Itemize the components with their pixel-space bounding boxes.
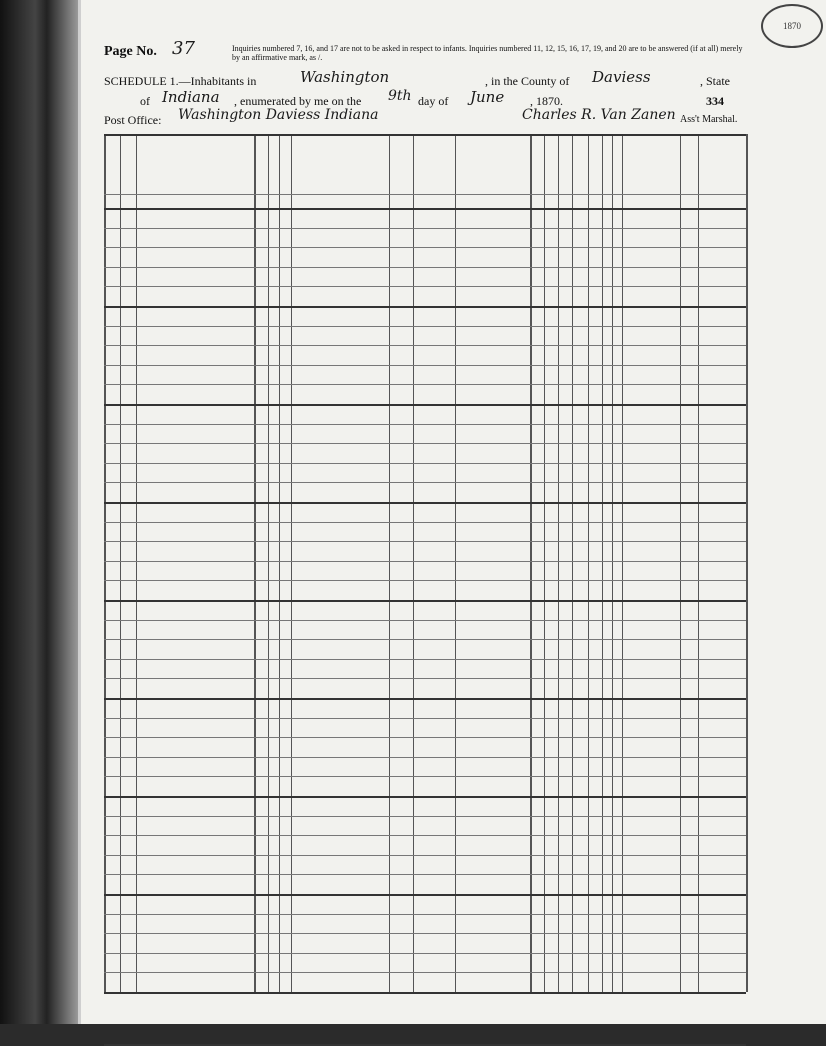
column-rule — [698, 134, 699, 992]
column-header — [622, 150, 680, 194]
column-rule — [268, 134, 269, 992]
group-header — [588, 137, 622, 149]
column-rule — [279, 134, 280, 992]
row-rule — [104, 972, 746, 973]
column-header — [572, 150, 588, 194]
row-rule — [104, 502, 746, 504]
row-rule — [104, 835, 746, 836]
column-header — [413, 150, 455, 194]
row-rule — [104, 894, 746, 896]
group-header — [254, 137, 291, 149]
marshal-label: Ass't Marshal. — [680, 114, 738, 125]
enumerated-label: , enumerated by me on the — [234, 94, 362, 108]
column-rule — [254, 134, 256, 992]
row-rule — [104, 326, 746, 327]
column-rule — [530, 134, 532, 992]
column-header — [612, 150, 622, 194]
row-rule — [104, 933, 746, 934]
column-header — [455, 150, 530, 194]
column-rule — [291, 134, 292, 992]
row-rule — [104, 718, 746, 719]
row-rule — [104, 914, 746, 915]
sheet-number: 334 — [706, 94, 724, 108]
row-rule — [104, 757, 746, 758]
enumeration-day: 9th — [388, 88, 412, 104]
state-name: Indiana — [162, 88, 220, 106]
census-table — [104, 134, 746, 930]
row-rule — [104, 992, 746, 994]
column-rule — [120, 134, 121, 992]
row-rule — [104, 384, 746, 385]
column-rule — [622, 134, 623, 992]
column-header — [680, 150, 698, 194]
column-rule — [455, 134, 456, 992]
column-header — [544, 150, 558, 194]
row-rule — [104, 404, 746, 406]
row-rule — [104, 678, 746, 679]
column-rule — [389, 134, 390, 992]
page-label: Page No. — [104, 44, 157, 59]
archive-stamp: 1870 — [761, 4, 823, 48]
column-rule — [602, 134, 603, 992]
row-rule — [104, 600, 746, 602]
row-rule — [104, 463, 746, 464]
row-rule — [104, 424, 746, 425]
header-bottom-rule — [104, 194, 746, 195]
inquiry-note: Inquiries numbered 7, 16, and 17 are not to be asked in respect to infants. Inquiries numbered 11, 12, 15, 16, 17, 19, and 20 are to be answered (if at all) merely by an affirmative mark, as /. — [232, 44, 743, 62]
column-rule — [572, 134, 573, 992]
row-rule — [104, 522, 746, 523]
marshal-signature: Charles R. Van Zanen — [522, 107, 676, 123]
county-label: , in the County of — [485, 74, 570, 88]
row-rule — [104, 561, 746, 562]
schedule-label: SCHEDULE 1.—Inhabitants in — [104, 74, 257, 88]
column-header — [602, 150, 612, 194]
of-label: of — [140, 94, 150, 108]
column-rule — [104, 134, 106, 992]
table-top-rule — [104, 134, 746, 136]
row-rule — [104, 639, 746, 640]
row-rule — [104, 286, 746, 287]
microfilm-edge — [0, 0, 78, 1024]
row-rule — [104, 816, 746, 817]
column-header — [268, 150, 279, 194]
group-header — [680, 137, 746, 149]
column-rule — [558, 134, 559, 992]
column-rule — [680, 134, 681, 992]
column-header — [104, 150, 120, 194]
row-rule — [104, 737, 746, 738]
column-rule — [746, 134, 748, 992]
column-header — [136, 150, 254, 194]
column-rule — [544, 134, 545, 992]
enumeration-year: , 1870. — [530, 94, 563, 108]
row-rule — [104, 953, 746, 954]
county-name: Daviess — [592, 68, 651, 86]
day-of-label: day of — [418, 94, 449, 108]
column-header — [389, 150, 413, 194]
group-header — [389, 137, 455, 149]
column-rule — [136, 134, 137, 992]
row-rule — [104, 345, 746, 346]
column-header — [698, 150, 746, 194]
enumeration-month: June — [470, 88, 505, 106]
column-header — [558, 150, 572, 194]
row-rule — [104, 306, 746, 308]
column-header — [530, 150, 544, 194]
row-rule — [104, 443, 746, 444]
row-rule — [104, 580, 746, 581]
row-rule — [104, 698, 746, 700]
row-rule — [104, 541, 746, 542]
row-rule — [104, 365, 746, 366]
post-office-label: Post Office: — [104, 113, 162, 127]
row-rule — [104, 228, 746, 229]
row-rule — [104, 874, 746, 875]
column-header — [254, 150, 268, 194]
column-header — [291, 150, 389, 194]
place-name: Washington — [300, 68, 390, 86]
column-header — [588, 150, 602, 194]
column-number-rule — [104, 208, 746, 210]
page-number: 37 — [172, 38, 195, 59]
row-rule — [104, 855, 746, 856]
post-office-name: Washington Daviess Indiana — [178, 107, 379, 123]
row-rule — [104, 659, 746, 660]
row-rule — [104, 267, 746, 268]
state-label: , State — [700, 74, 730, 88]
row-rule — [104, 620, 746, 621]
column-rule — [612, 134, 613, 992]
group-header — [530, 137, 558, 149]
column-header — [279, 150, 291, 194]
row-rule — [104, 776, 746, 777]
column-rule — [413, 134, 414, 992]
row-rule — [104, 796, 746, 798]
column-rule — [588, 134, 589, 992]
row-rule — [104, 247, 746, 248]
row-rule — [104, 482, 746, 483]
column-header — [120, 150, 136, 194]
